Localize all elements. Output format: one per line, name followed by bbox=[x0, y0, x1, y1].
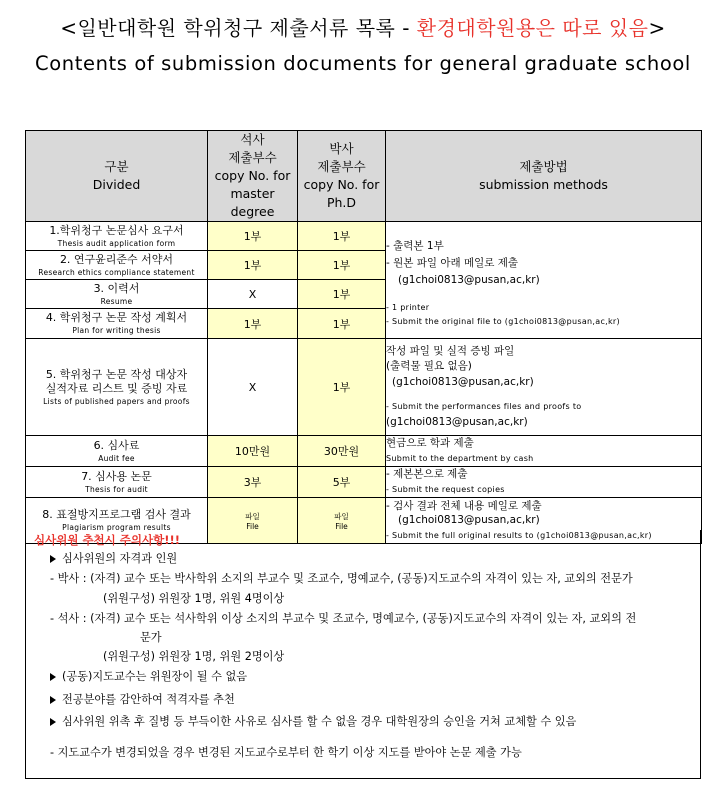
master-copies: 10만원 bbox=[208, 436, 298, 467]
row-name: 2. 연구윤리준수 서약서 Research ethics compliance statement bbox=[26, 251, 208, 280]
note-line: (위원구성) 위원장 1명, 위원 2명이상 bbox=[103, 650, 285, 663]
table-row bbox=[26, 436, 702, 467]
phd-copies: 5부 bbox=[298, 467, 386, 498]
documents-table bbox=[25, 130, 702, 544]
phd-copies: 파일 File bbox=[298, 498, 386, 544]
submission-method-2: 작성 파일 및 실적 증빙 파일 (출력물 필요 없음) (g1choi0813@pusan,ac,kr) - Submit the performances files and proofs to (g1choi0813@pusan,ac,kr) bbox=[386, 339, 702, 436]
note-line: 심사위원 위촉 후 질병 등 부득이한 사유로 심사를 할 수 없을 경우 대학원장의 승인을 거쳐 교체할 수 있음 bbox=[50, 713, 576, 729]
note-line: - 석사 : (자격) 교수 또는 석사학위 이상 소지의 부교수 및 조교수, 명예교수, (공동)지도교수의 자격이 있는 자, 교외의 전 bbox=[50, 612, 637, 625]
master-copies: 1부 bbox=[208, 309, 298, 339]
header-submission-methods: 제출방법 submission methods bbox=[386, 131, 702, 222]
page-title-english: Contents of submission documents for general graduate school bbox=[35, 52, 691, 75]
phd-copies: 1부 bbox=[298, 339, 386, 436]
row-name: 1.학위청구 논문심사 요구서 Thesis audit application form bbox=[26, 222, 208, 251]
header-phd-copies: 박사 제출부수 copy No. for Ph.D bbox=[298, 131, 386, 222]
title-kr-highlight: 환경대학원용은 따로 있음 bbox=[416, 16, 649, 40]
submission-method-3: 현금으로 학과 제출 Submit to the department by cash bbox=[386, 436, 702, 467]
submission-method-1: - 출력본 1부 - 원본 파일 아래 메일로 제출 (g1choi0813@pusan,ac,kr) - 1 printer - Submit the original file to (g1choi0813@pusan,ac,kr) bbox=[386, 222, 702, 339]
page-title-korean bbox=[0, 12, 726, 41]
reviewer-notes-box bbox=[25, 530, 701, 779]
title-kr-prefix: <일반대학원 학위청구 제출서류 목록 - bbox=[60, 16, 417, 40]
table-header-row bbox=[26, 131, 702, 222]
row-name: 8. 표절방지프로그램 검사 결과 Plagiarism program results bbox=[26, 498, 208, 544]
triangle-bullet-icon bbox=[50, 673, 56, 681]
submission-method-5: - 검사 결과 전체 내용 메일로 제출 (g1choi0813@pusan,ac,kr) - Submit the full original results to (g1choi0813@pusan,ac,kr) bbox=[386, 498, 702, 544]
note-line: 전공분야를 감안하여 적격자를 추천 bbox=[50, 691, 235, 707]
title-kr-suffix: > bbox=[648, 16, 666, 40]
note-line: 문가 bbox=[140, 631, 162, 644]
row-name: 6. 심사료 Audit fee bbox=[26, 436, 208, 467]
note-line: - 박사 : (자격) 교수 또는 박사학위 소지의 부교수 및 조교수, 명예교수, (공동)지도교수의 자격이 있는 자, 교외의 전문가 bbox=[50, 572, 633, 585]
row-name: 7. 심사용 논문 Thesis for audit bbox=[26, 467, 208, 498]
table-row bbox=[26, 222, 702, 251]
header-divided: 구분 Divided bbox=[26, 131, 208, 222]
row-name: 3. 이력서 Resume bbox=[26, 280, 208, 309]
phd-copies: 1부 bbox=[298, 222, 386, 251]
master-copies: X bbox=[208, 280, 298, 309]
triangle-bullet-icon bbox=[50, 718, 56, 726]
master-copies: 파일 File bbox=[208, 498, 298, 544]
phd-copies: 1부 bbox=[298, 309, 386, 339]
submission-method-4: - 제본본으로 제출 - Submit the request copies bbox=[386, 467, 702, 498]
note-line: - 지도교수가 변경되었을 경우 변경된 지도교수로부터 한 학기 이상 지도를 받아야 논문 제출 가능 bbox=[50, 746, 522, 759]
note-line: (공동)지도교수는 위원장이 될 수 없음 bbox=[50, 668, 247, 684]
notes-title: 심사위원 추천시 주의사항!!! bbox=[34, 533, 180, 547]
note-line: (위원구성) 위원장 1명, 위원 4명이상 bbox=[103, 592, 285, 605]
phd-copies: 30만원 bbox=[298, 436, 386, 467]
master-copies: 1부 bbox=[208, 251, 298, 280]
master-copies: 1부 bbox=[208, 222, 298, 251]
table-row bbox=[26, 339, 702, 436]
master-copies: X bbox=[208, 339, 298, 436]
triangle-bullet-icon bbox=[50, 696, 56, 704]
note-line: 심사위원의 자격과 인원 bbox=[50, 550, 177, 566]
phd-copies: 1부 bbox=[298, 251, 386, 280]
row-name: 5. 학위청구 논문 작성 대상자 실적자료 리스트 및 증빙 자료 Lists of published papers and proofs bbox=[26, 339, 208, 436]
header-master-copies: 석사 제출부수 copy No. for master degree bbox=[208, 131, 298, 222]
table-row bbox=[26, 467, 702, 498]
master-copies: 3부 bbox=[208, 467, 298, 498]
phd-copies: 1부 bbox=[298, 280, 386, 309]
row-name: 4. 학위청구 논문 작성 계획서 Plan for writing thesis bbox=[26, 309, 208, 339]
triangle-bullet-icon bbox=[50, 555, 56, 563]
